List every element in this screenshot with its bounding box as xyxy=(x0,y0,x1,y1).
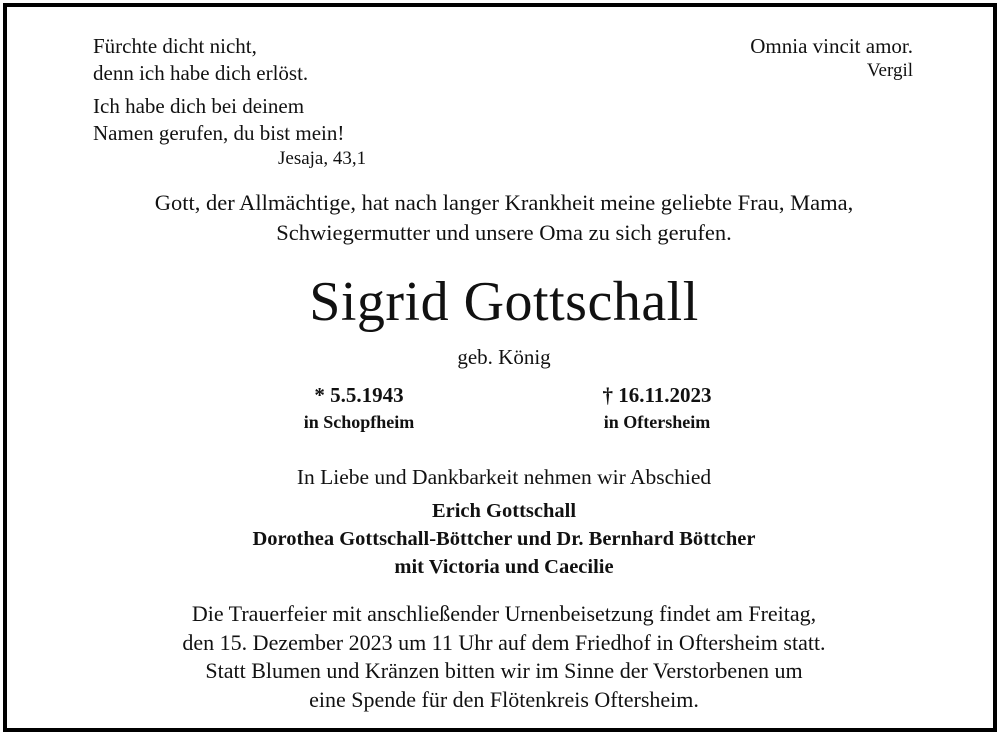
death-place: in Oftersheim xyxy=(603,412,711,432)
quote-line: Fürchte dicht nicht, xyxy=(93,34,257,58)
mourner-line: mit Victoria und Caecilie xyxy=(394,556,614,578)
maiden-name: geb. König xyxy=(457,345,551,369)
birth-date: * 5.5.1943 xyxy=(314,383,404,407)
quote-source: Vergil xyxy=(866,60,913,81)
service-details xyxy=(7,600,1000,714)
quote-line: denn ich habe dich erlöst. xyxy=(93,61,309,85)
deceased-name: Sigrid Gottschall xyxy=(309,271,699,333)
intro-line: Gott, der Allmächtige, hat nach langer Krankheit meine geliebte Frau, Mama, xyxy=(154,190,854,215)
birth-info xyxy=(229,382,489,435)
service-line: Statt Blumen und Kränzen bitten wir im Sinne der Verstorbenen um xyxy=(205,658,803,683)
service-line: Die Trauerfeier mit anschließender Urnenbeisetzung findet am Freitag, xyxy=(191,601,817,626)
mourner-line: Erich Gottschall xyxy=(431,500,577,522)
death-date: † 16.11.2023 xyxy=(602,383,712,407)
mourners-list xyxy=(7,497,1000,581)
service-line: eine Spende für den Flötenkreis Oftersheim. xyxy=(309,686,699,712)
death-info xyxy=(527,382,787,435)
quote-source: Jesaja, 43,1 xyxy=(278,148,367,169)
birth-place: in Schopfheim xyxy=(303,412,415,432)
latin-quote xyxy=(750,33,913,82)
quote-line: Ich habe dich bei deinem xyxy=(93,94,305,118)
quote-text: Omnia vincit amor. xyxy=(750,34,913,58)
intro-line: Schwiegermutter und unsere Oma zu sich gerufen. xyxy=(276,220,732,245)
service-line: den 15. Dezember 2023 um 11 Uhr auf dem Friedhof in Oftersheim statt. xyxy=(182,629,826,655)
farewell-text: In Liebe und Dankbarkeit nehmen wir Abschied xyxy=(296,465,712,489)
bible-quote xyxy=(93,33,366,171)
intro-text xyxy=(7,188,1000,248)
quote-line: Namen gerufen, du bist mein! xyxy=(93,121,345,145)
mourner-line: Dorothea Gottschall-Böttcher und Dr. Bernhard Böttcher xyxy=(252,528,756,550)
obituary-notice xyxy=(3,3,997,732)
